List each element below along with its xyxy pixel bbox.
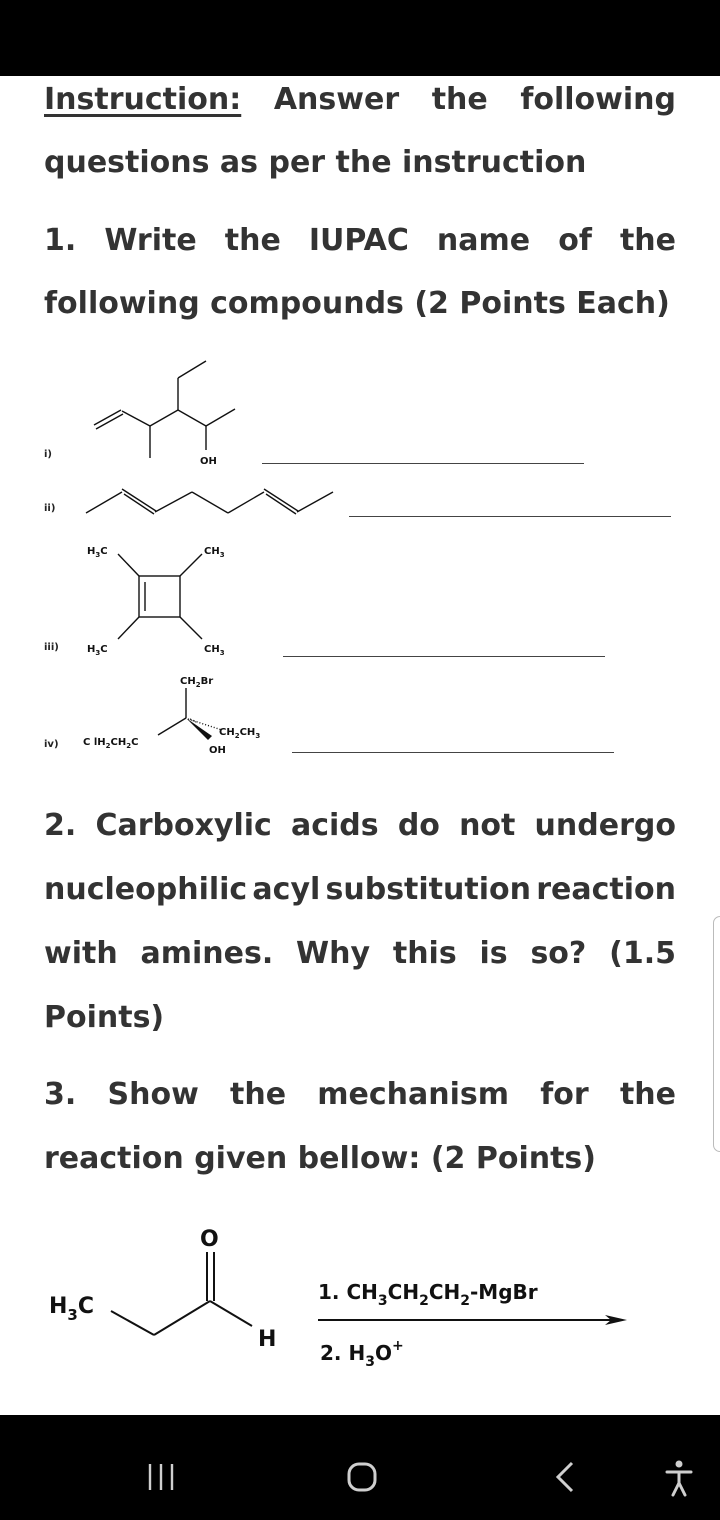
label-ch3-top: $CH_3$ — [204, 546, 225, 559]
word: do — [397, 808, 440, 843]
label-left-chain: C $lH_2CH_2C$ — [83, 737, 139, 750]
reagent-step-1: 1. $CH_3CH_2CH_2$-MgBr — [318, 1280, 538, 1309]
wedge-bond — [186, 718, 212, 740]
reagent-step-2: 2. $H_3O^+$ — [320, 1338, 404, 1370]
label-aldehyde-h: H — [258, 1327, 277, 1352]
q3-line-2: reaction given bellow: (2 Points) — [44, 1141, 596, 1176]
label-h3c-aldehyde: $H_3C$ — [49, 1294, 95, 1324]
label-ch3-bottom: $CH_3$ — [204, 644, 225, 657]
word: 1. — [44, 223, 77, 258]
label-h3c-top: $H_3C$ — [87, 546, 108, 559]
navigation-bar — [0, 1415, 720, 1520]
label-oh-iv: OH — [209, 745, 226, 756]
word: so? — [530, 936, 587, 971]
item-label-i: i) — [44, 449, 52, 460]
structure-ii — [86, 489, 333, 514]
label-h3c-bottom: $H_3C$ — [87, 644, 108, 657]
word: acyl — [252, 872, 321, 907]
label-ch2br: $CH_2Br$ — [180, 676, 214, 689]
word: of — [558, 223, 592, 258]
word: amines. — [140, 936, 274, 971]
word: 2. — [44, 808, 77, 843]
word: nucleophilic — [44, 872, 248, 907]
label-carbonyl-o: O — [200, 1227, 219, 1252]
word: Answer — [273, 82, 400, 117]
q1-line-2: following compounds (2 Points Each) — [44, 286, 670, 321]
home-icon[interactable] — [342, 1459, 382, 1497]
word: 3. — [44, 1077, 77, 1112]
word: not — [459, 808, 516, 843]
word: is — [479, 936, 508, 971]
scroll-handle[interactable] — [713, 916, 720, 1152]
structure-i — [94, 361, 235, 458]
label-oh-i: OH — [200, 456, 217, 467]
structure-iv — [158, 688, 222, 735]
word: IUPAC — [308, 223, 409, 258]
word: for — [540, 1077, 589, 1112]
word: reaction — [536, 872, 676, 907]
q3-line-1 — [44, 1075, 676, 1115]
word: the — [619, 1077, 676, 1112]
accessibility-icon[interactable] — [660, 1457, 698, 1499]
word: undergo — [534, 808, 676, 843]
recent-apps-icon[interactable] — [140, 1460, 184, 1494]
word: Show — [107, 1077, 199, 1112]
word: mechanism — [317, 1077, 510, 1112]
instruction-label: Instruction: — [44, 82, 242, 117]
word: name — [436, 223, 531, 258]
label-ch2ch3: $CH_2CH_3$ — [219, 727, 261, 740]
word: the — [230, 1077, 287, 1112]
item-label-iii: iii) — [44, 642, 59, 653]
word: Why — [296, 936, 371, 971]
word: Write — [104, 223, 197, 258]
q2-line-4: Points) — [44, 1000, 165, 1035]
word: following — [520, 82, 676, 117]
word: the — [224, 223, 281, 258]
q2-line-2 — [44, 870, 676, 910]
instruction-line-2: questions as per the instruction — [44, 145, 587, 180]
word: (1.5 — [609, 936, 676, 971]
back-icon[interactable] — [550, 1459, 580, 1497]
word: the — [431, 82, 488, 117]
word: the — [619, 223, 676, 258]
item-label-iv: iv) — [44, 739, 59, 750]
word: this — [392, 936, 457, 971]
word: acids — [291, 808, 379, 843]
word: substitution — [325, 872, 531, 907]
item-label-ii: ii) — [44, 503, 56, 514]
q2-line-3 — [44, 934, 676, 974]
q2-line-1 — [44, 806, 676, 846]
word: with — [44, 936, 118, 971]
word: Carboxylic — [95, 808, 272, 843]
structure-iii — [118, 554, 202, 639]
